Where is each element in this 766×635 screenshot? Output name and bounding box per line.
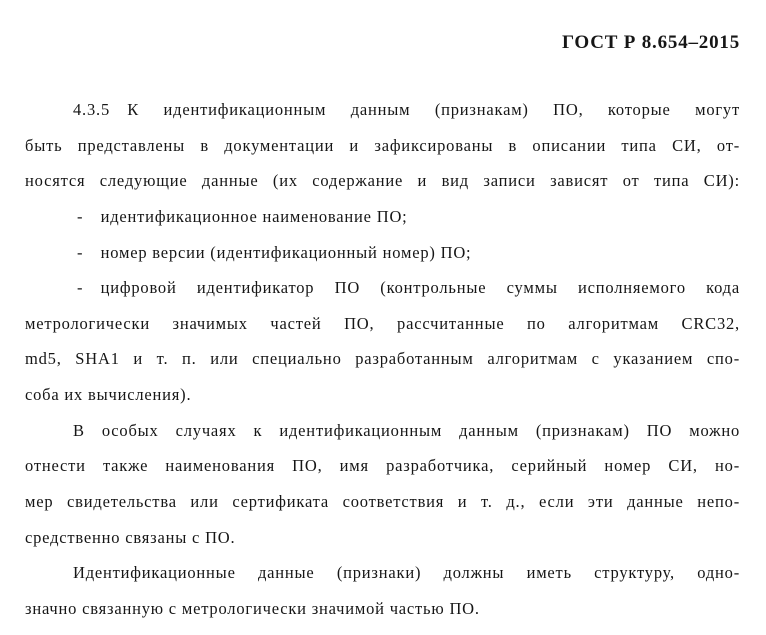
list-item-line: - идентификационное наименование ПО;	[77, 206, 408, 226]
text-line: мер свидетельства или сертификата соответствия и т. д., если эти данные непо-	[25, 492, 740, 512]
text-line: В особых случаях к идентификационным данным (признакам) ПО можно	[73, 420, 740, 440]
text-line: Идентификационные данные (признаки) должны иметь структуру, одно-	[73, 563, 740, 583]
text-line: метрологически значимых частей ПО, рассчитанные по алгоритмам CRC32,	[25, 313, 740, 333]
text-line: значно связанную с метрологически значимой частью ПО.	[25, 598, 480, 618]
list-item-line: - номер версии (идентификационный номер) ПО;	[77, 242, 472, 262]
text-line: носятся следующие данные (их содержание и вид записи зависят от типа СИ):	[25, 171, 740, 191]
list-item-line: - цифровой идентификатор ПО (контрольные суммы исполняемого кода	[77, 278, 740, 298]
text-line: отнести также наименования ПО, имя разработчика, серийный номер СИ, но-	[25, 456, 740, 476]
text-line: соба их вычисления).	[25, 385, 192, 405]
document-body	[25, 92, 740, 627]
text-line: 4.3.5 К идентификационным данным (признакам) ПО, которые могут	[73, 100, 740, 119]
text-line: средственно связаны с ПО.	[25, 527, 236, 547]
text-line: md5, SHA1 и т. п. или специально разработанным алгоритмам с указанием спо-	[25, 349, 740, 369]
text-line: быть представлены в документации и зафиксированы в описании типа СИ, от-	[25, 135, 740, 155]
standard-number-header: ГОСТ Р 8.654–2015	[562, 32, 740, 53]
